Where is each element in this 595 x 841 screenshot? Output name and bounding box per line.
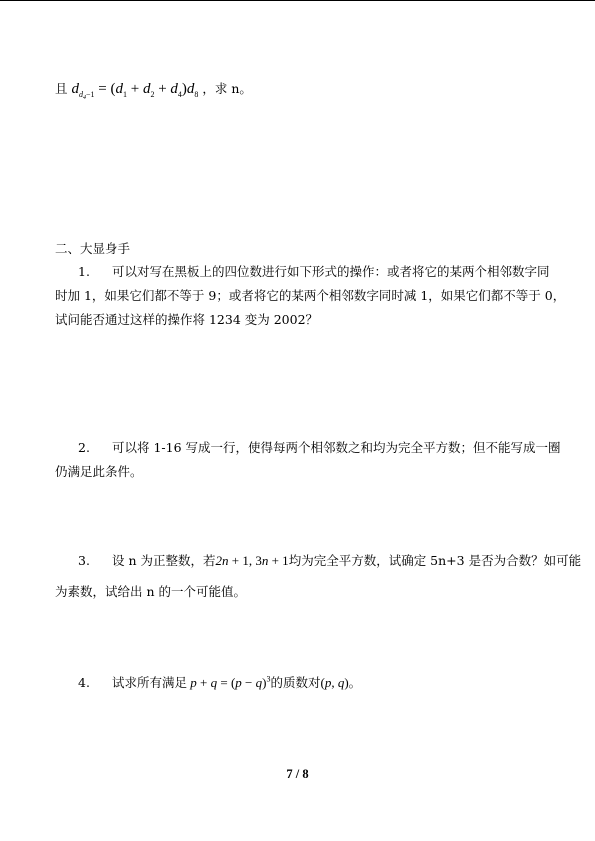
problem-4-number: 4. [78, 675, 90, 690]
problem-1-line-3: 试问能否通过这样的操作将 1234 变为 2002？ [55, 312, 319, 327]
problem-4-formula: $p + q = (p - q)^3$ [187, 674, 271, 690]
problem-2-line-2: 仍满足此条件。 [55, 464, 143, 479]
problem-2-text: 可以将 1-16 写成一行，使得每两个相邻数之和均为完全平方数；但不能写成一圈 [112, 440, 561, 455]
problem-4-line-1 [78, 675, 361, 691]
problem-3-formula: 2n + 1, 3n + 1 [215, 553, 289, 568]
problem-1-number: 1. [78, 264, 90, 279]
problem-1-line-2: 时加 1，如果它们都不等于 9；或者将它的某两个相邻数字同时减 1，如果它们都不等于 0， [55, 288, 566, 303]
section-title: 二、大显身手 [55, 241, 131, 256]
problem-3-line-1 [78, 553, 581, 569]
intro-suffix: ，求 n。 [202, 81, 252, 96]
problem-4-pair: (p, q) [320, 675, 349, 690]
intro-formula: $d_{d_4-1} = (d_1 + d_2 + d_4)d_8$ [71, 81, 199, 101]
problem-4-text-b: 的质数对 [270, 675, 321, 690]
problem-3-text-a: 设 n 为正整数，若 [112, 553, 216, 568]
problem-4-text-c: 。 [348, 675, 362, 690]
intro-prefix: 且 [55, 81, 68, 96]
problem-2-number: 2. [78, 440, 90, 455]
intro-line [55, 81, 252, 101]
problem-3-text-b: 均为完全平方数，试确定 5n+3 是否为合数？如可能 [288, 553, 582, 568]
problem-4-text-a: 试求所有满足 [112, 675, 188, 690]
problem-2-line-1 [78, 440, 561, 456]
problem-1-text: 可以对写在黑板上的四位数进行如下形式的操作：或者将它的某两个相邻数字同 [112, 264, 550, 279]
problem-3-number: 3. [78, 553, 90, 568]
header-rule [0, 0, 595, 1]
page-number: 7 / 8 [286, 767, 309, 781]
problem-3-line-2: 为素数，试给出 n 的一个可能值。 [55, 584, 246, 599]
problem-1-line-1 [78, 264, 550, 280]
